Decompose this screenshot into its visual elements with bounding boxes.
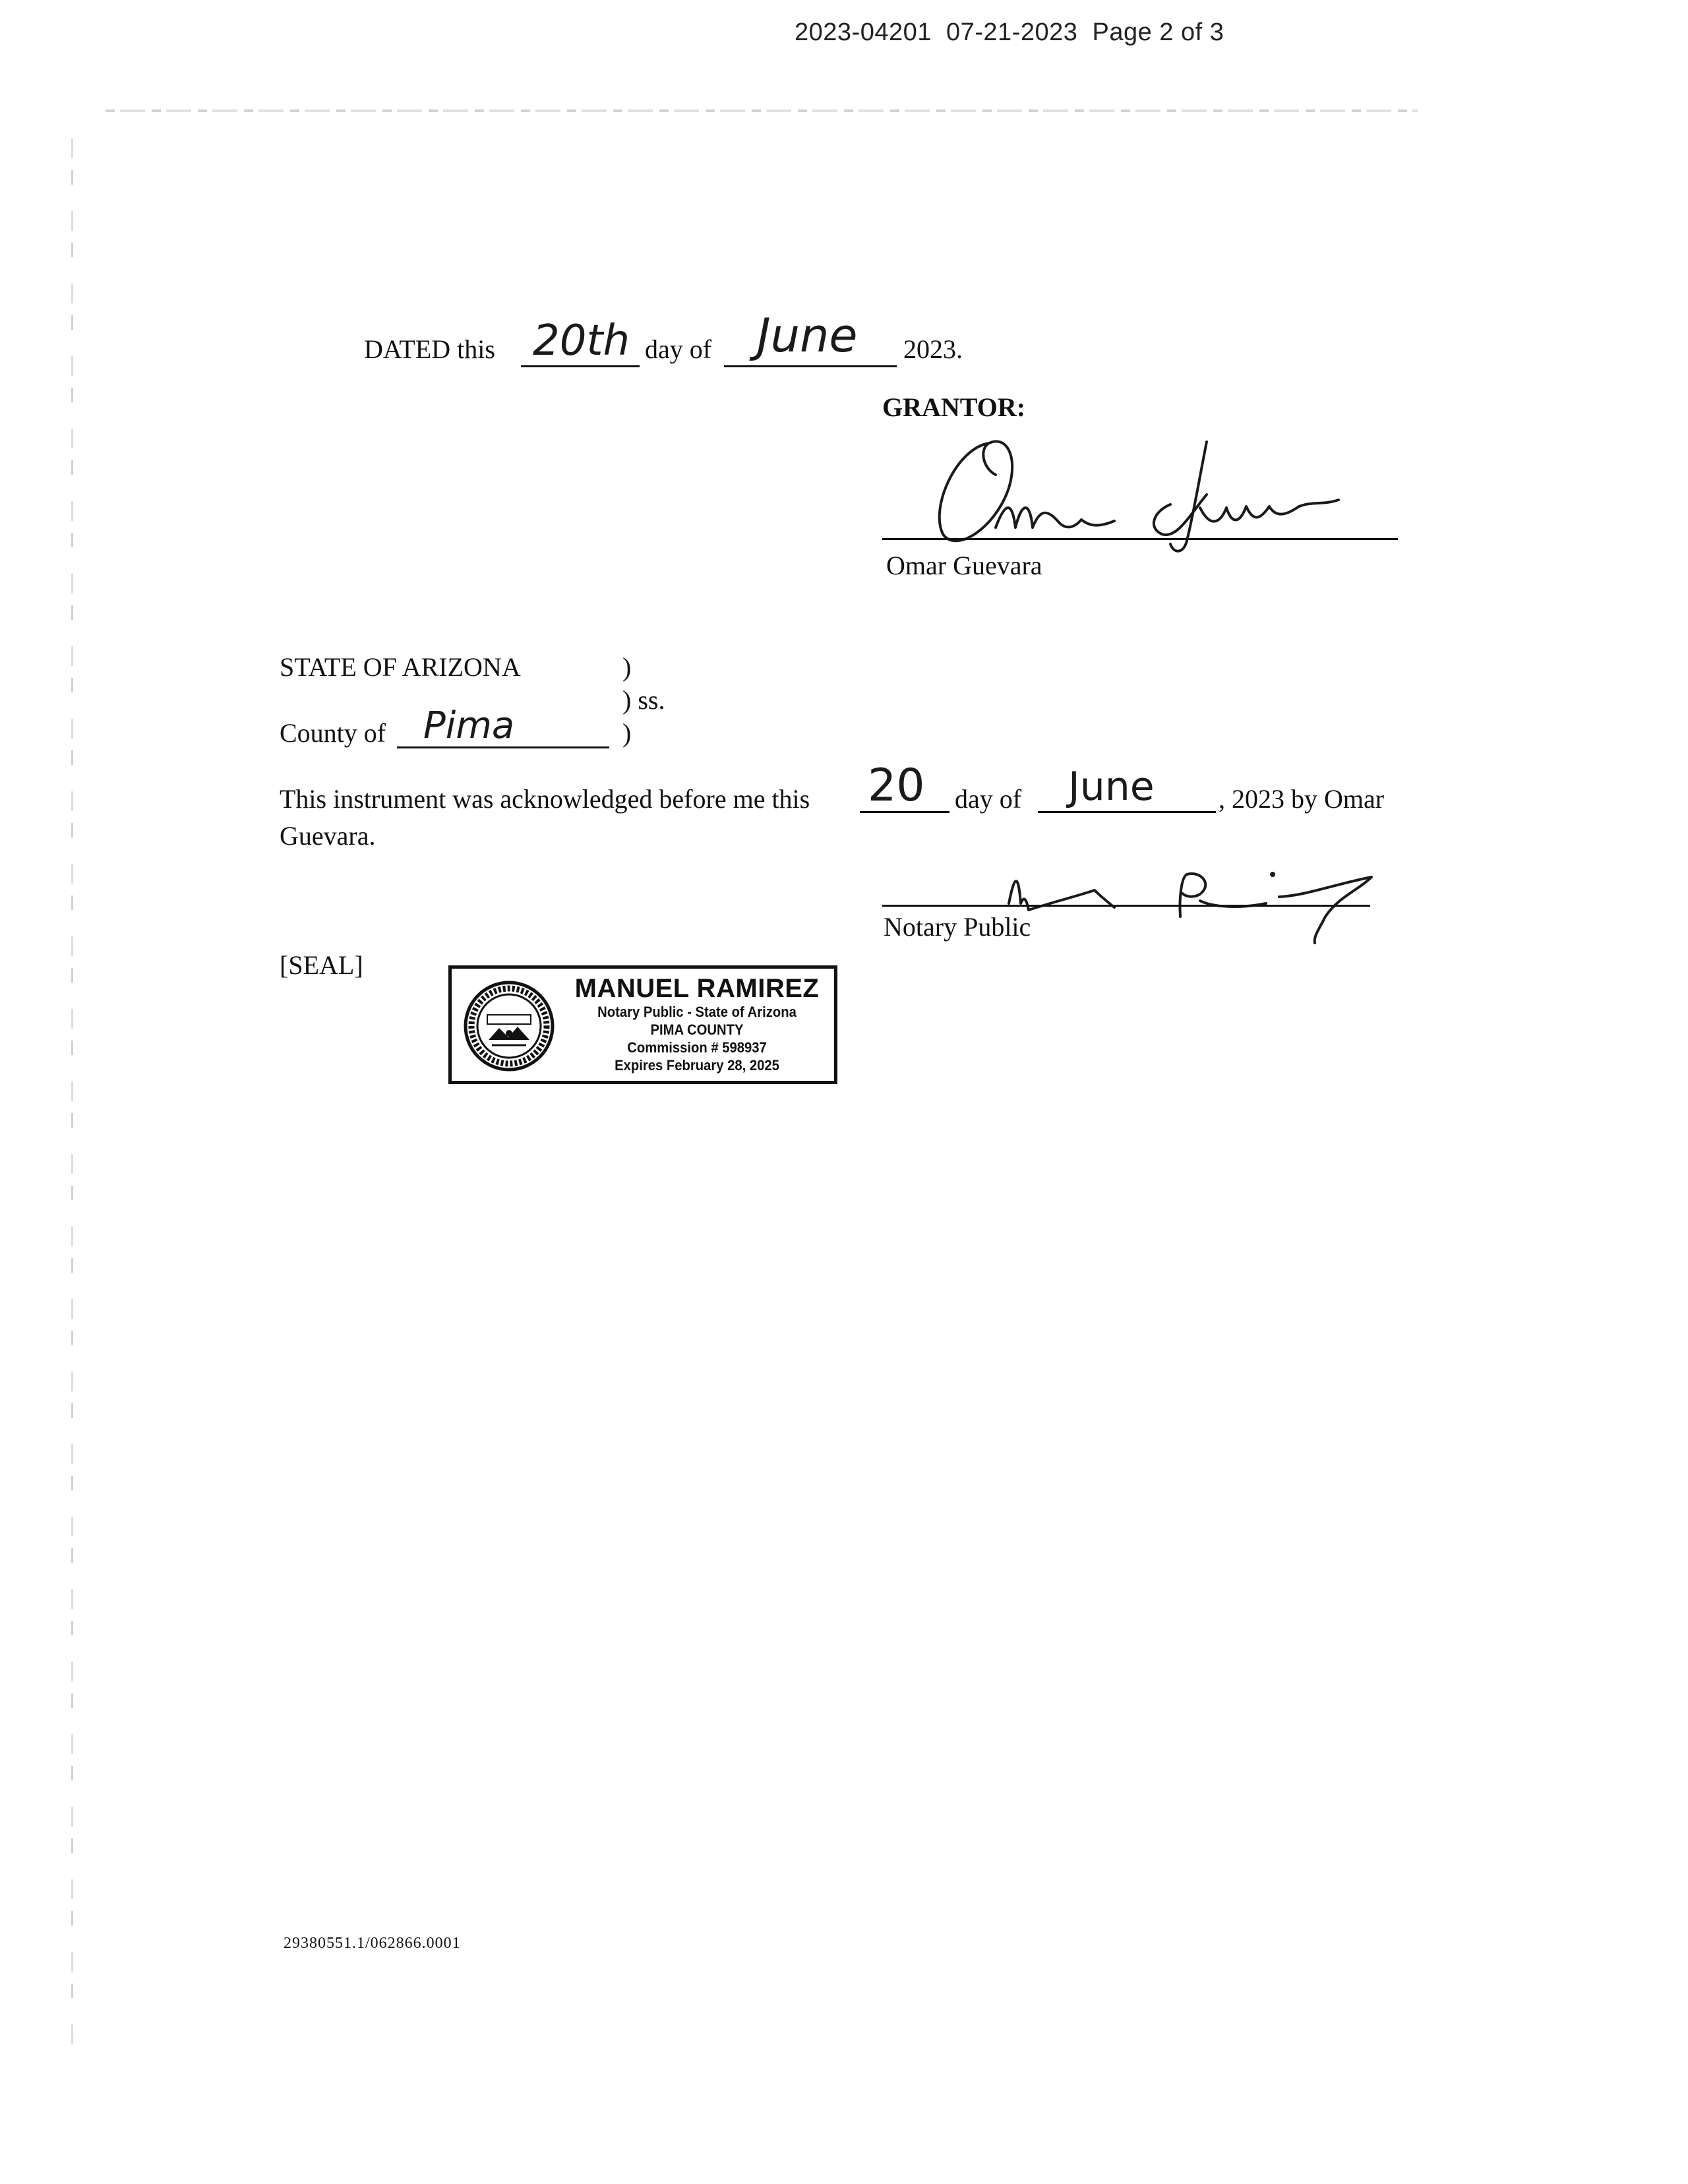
dated-day-blank: [521, 317, 640, 367]
grantor-signature-line: [882, 538, 1398, 540]
notary-stamp: [448, 965, 837, 1084]
venue-county-blank: [397, 704, 609, 748]
record-date: 07-21-2023: [946, 18, 1078, 46]
ack-month-handwritten: June: [1068, 764, 1155, 810]
stamp-text-block: [565, 974, 829, 1074]
ack-line-2: Guevara.: [280, 821, 376, 851]
venue-county-label: County of: [280, 718, 386, 748]
dated-year: 2023.: [903, 334, 963, 364]
stamp-line-2: PIMA COUNTY: [650, 1021, 744, 1038]
notary-title: Notary Public: [884, 912, 1031, 942]
venue-state: STATE OF ARIZONA: [280, 652, 521, 682]
dated-day-handwritten: 20th: [533, 317, 630, 365]
recording-header: [795, 18, 1224, 47]
grantor-name: Omar Guevara: [886, 551, 1042, 580]
venue-paren-ss: ) ss.: [622, 685, 665, 715]
dated-prefix: DATED this: [364, 334, 495, 364]
venue-county-handwritten: Pima: [423, 704, 515, 747]
page-indicator: Page 2 of 3: [1092, 18, 1224, 46]
ack-suffix: , 2023 by Omar: [1219, 784, 1385, 814]
stamp-notary-name: MANUEL RAMIREZ: [574, 974, 820, 1003]
dated-month-blank: [724, 309, 897, 367]
stamp-line-3: Commission # 598937: [627, 1039, 767, 1056]
grantor-signature-icon: [917, 429, 1365, 554]
dated-month-handwritten: June: [757, 309, 858, 363]
stamp-line-1: Notary Public - State of Arizona: [597, 1004, 797, 1020]
scan-artifact-strip: [106, 109, 1418, 112]
ack-day-handwritten: 20: [868, 760, 925, 812]
document-code: 29380551.1/062866.0001: [284, 1935, 461, 1952]
stamp-line-4: Expires February 28, 2025: [615, 1057, 779, 1074]
dated-day-of: day of: [645, 334, 712, 364]
seal-label: [SEAL]: [280, 950, 363, 980]
venue-paren-1: ): [622, 652, 632, 682]
ack-day-of: day of: [955, 784, 1022, 814]
venue-paren-3: ): [622, 718, 632, 748]
ack-day-blank: [860, 760, 950, 813]
notary-signature-line: [882, 905, 1370, 907]
ack-prefix: This instrument was acknowledged before me this: [280, 784, 810, 814]
record-number: 2023-04201: [795, 18, 932, 46]
grantor-label: GRANTOR:: [882, 392, 1026, 422]
ack-month-blank: [1038, 764, 1216, 813]
arizona-state-seal-icon: [462, 979, 556, 1073]
scan-artifact-edge: [71, 138, 73, 2051]
notary-signature-icon: [1002, 851, 1398, 950]
